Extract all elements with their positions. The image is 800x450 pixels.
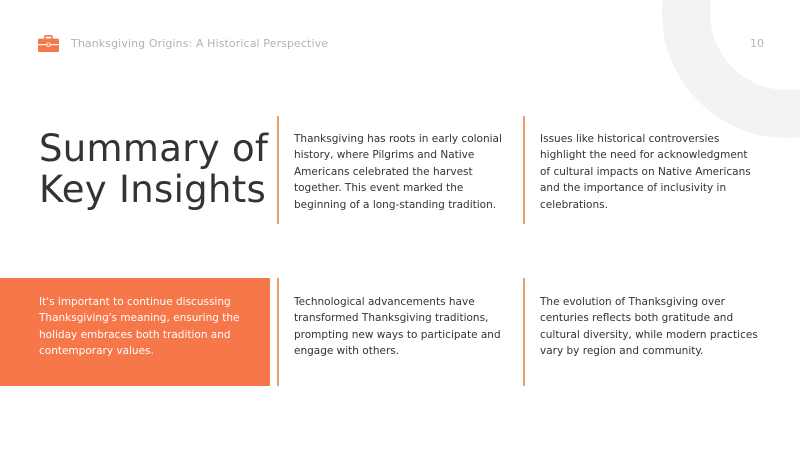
highlight-text: It's important to continue discussing Thanksgiving's meaning, ensuring the holiday embraces both tradition and contemporary values. <box>39 296 240 358</box>
presentation-title: Thanksgiving Origins: A Historical Perspective <box>71 37 329 50</box>
decorative-ring <box>662 0 800 138</box>
page-number: 10 <box>750 37 764 50</box>
insight-text: Technological advancements have transformed Thanksgiving traditions, prompting new ways to participate and engage with others. <box>294 296 501 358</box>
insight-text: The evolution of Thanksgiving over centuries reflects both gratitude and cultural diversity, while modern practices vary by region and community. <box>540 296 758 358</box>
insight-divider <box>523 116 525 224</box>
insight-divider <box>277 278 279 386</box>
briefcase-icon <box>38 35 59 52</box>
insight-text: Issues like historical controversies highlight the need for acknowledgment of cultural impacts on Native Americans and the importance of inclusivity in celebrations. <box>540 133 751 211</box>
slide-title: Summary of Key Insights <box>39 127 269 211</box>
insight-text: Thanksgiving has roots in early colonial history, where Pilgrims and Native Americans celebrated the harvest together. This event marked the beginning of a long-standing tradition. <box>294 133 502 211</box>
insight-divider <box>523 278 525 386</box>
insight-divider <box>277 116 279 224</box>
